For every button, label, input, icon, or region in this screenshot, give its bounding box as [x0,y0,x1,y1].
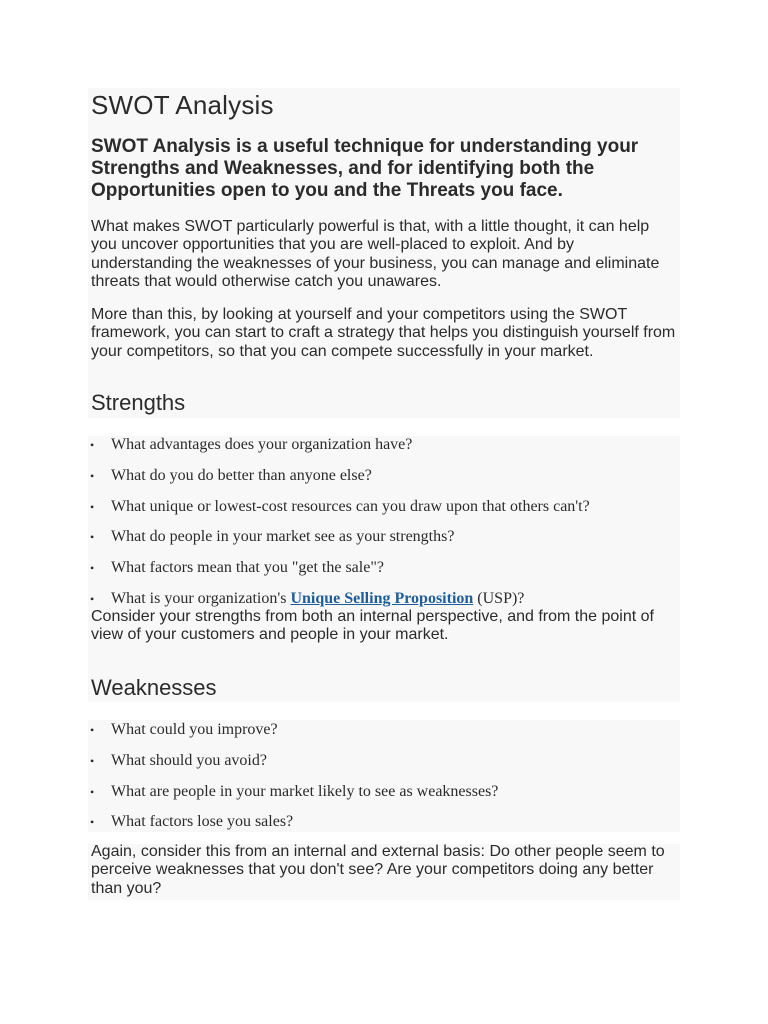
list-item: • What is your organization's Unique Selling Proposition (USP)? [90,589,525,607]
bullet-icon: • [90,815,95,830]
weaknesses-note: Again, consider this from an internal and external basis: Do other people seem to perceive weaknesses that you don't see? Are your competitors doing any better than you? [91,843,665,897]
list-item: • What are people in your market likely to see as weaknesses? [90,782,499,800]
bullet-icon: • [90,753,95,768]
weaknesses-heading: Weaknesses [91,675,217,700]
intro-paragraph-1: What makes SWOT particularly powerful is that, with a little thought, it can help you uncover opportunities that you are well-placed to exploit. And by understanding the weaknesses of your business, you can manage and eliminate threats that would otherwise catch you unawares. [91,218,660,291]
bullet-icon: • [90,784,95,799]
intro-paragraph-2: More than this, by looking at yourself and your competitors using the SWOT framework, you can start to craft a strategy that helps you distinguish yourself from your competitors, so that you can compete successfully in your market. [91,306,676,360]
weaknesses-list [88,721,678,844]
bullet-icon: • [90,468,95,483]
list-item: • What factors lose you sales? [90,813,294,831]
lead-paragraph: SWOT Analysis is a useful technique for understanding your Strengths and Weaknesses, and for identifying both the Opportunities open to you and the Threats you face. [91,136,639,201]
strengths-heading: Strengths [91,390,186,415]
bullet-icon: • [90,591,95,606]
bullet-icon: • [90,499,95,514]
page-title: SWOT Analysis [91,90,274,120]
list-item: • What do you do better than anyone else? [90,466,372,484]
usp-link[interactable]: Unique Selling Proposition [290,589,474,607]
bullet-icon: • [90,530,95,545]
list-item: • What unique or lowest-cost resources can you draw upon that others can't? [90,497,590,515]
bullet-icon: • [90,723,95,737]
list-item: • What advantages does your organization have? [90,436,413,453]
strengths-note: Consider your strengths from both an internal perspective, and from the point of view of your customers and people in your market. [91,608,654,644]
bullet-icon: • [90,438,95,452]
list-item: • What do people in your market see as your strengths? [90,528,455,546]
list-item: • What could you improve? [90,721,278,738]
list-item: • What factors mean that you "get the sale"? [90,559,384,577]
list-item: • What should you avoid? [90,751,267,769]
bullet-icon: • [90,561,95,576]
strengths-list [88,436,678,621]
